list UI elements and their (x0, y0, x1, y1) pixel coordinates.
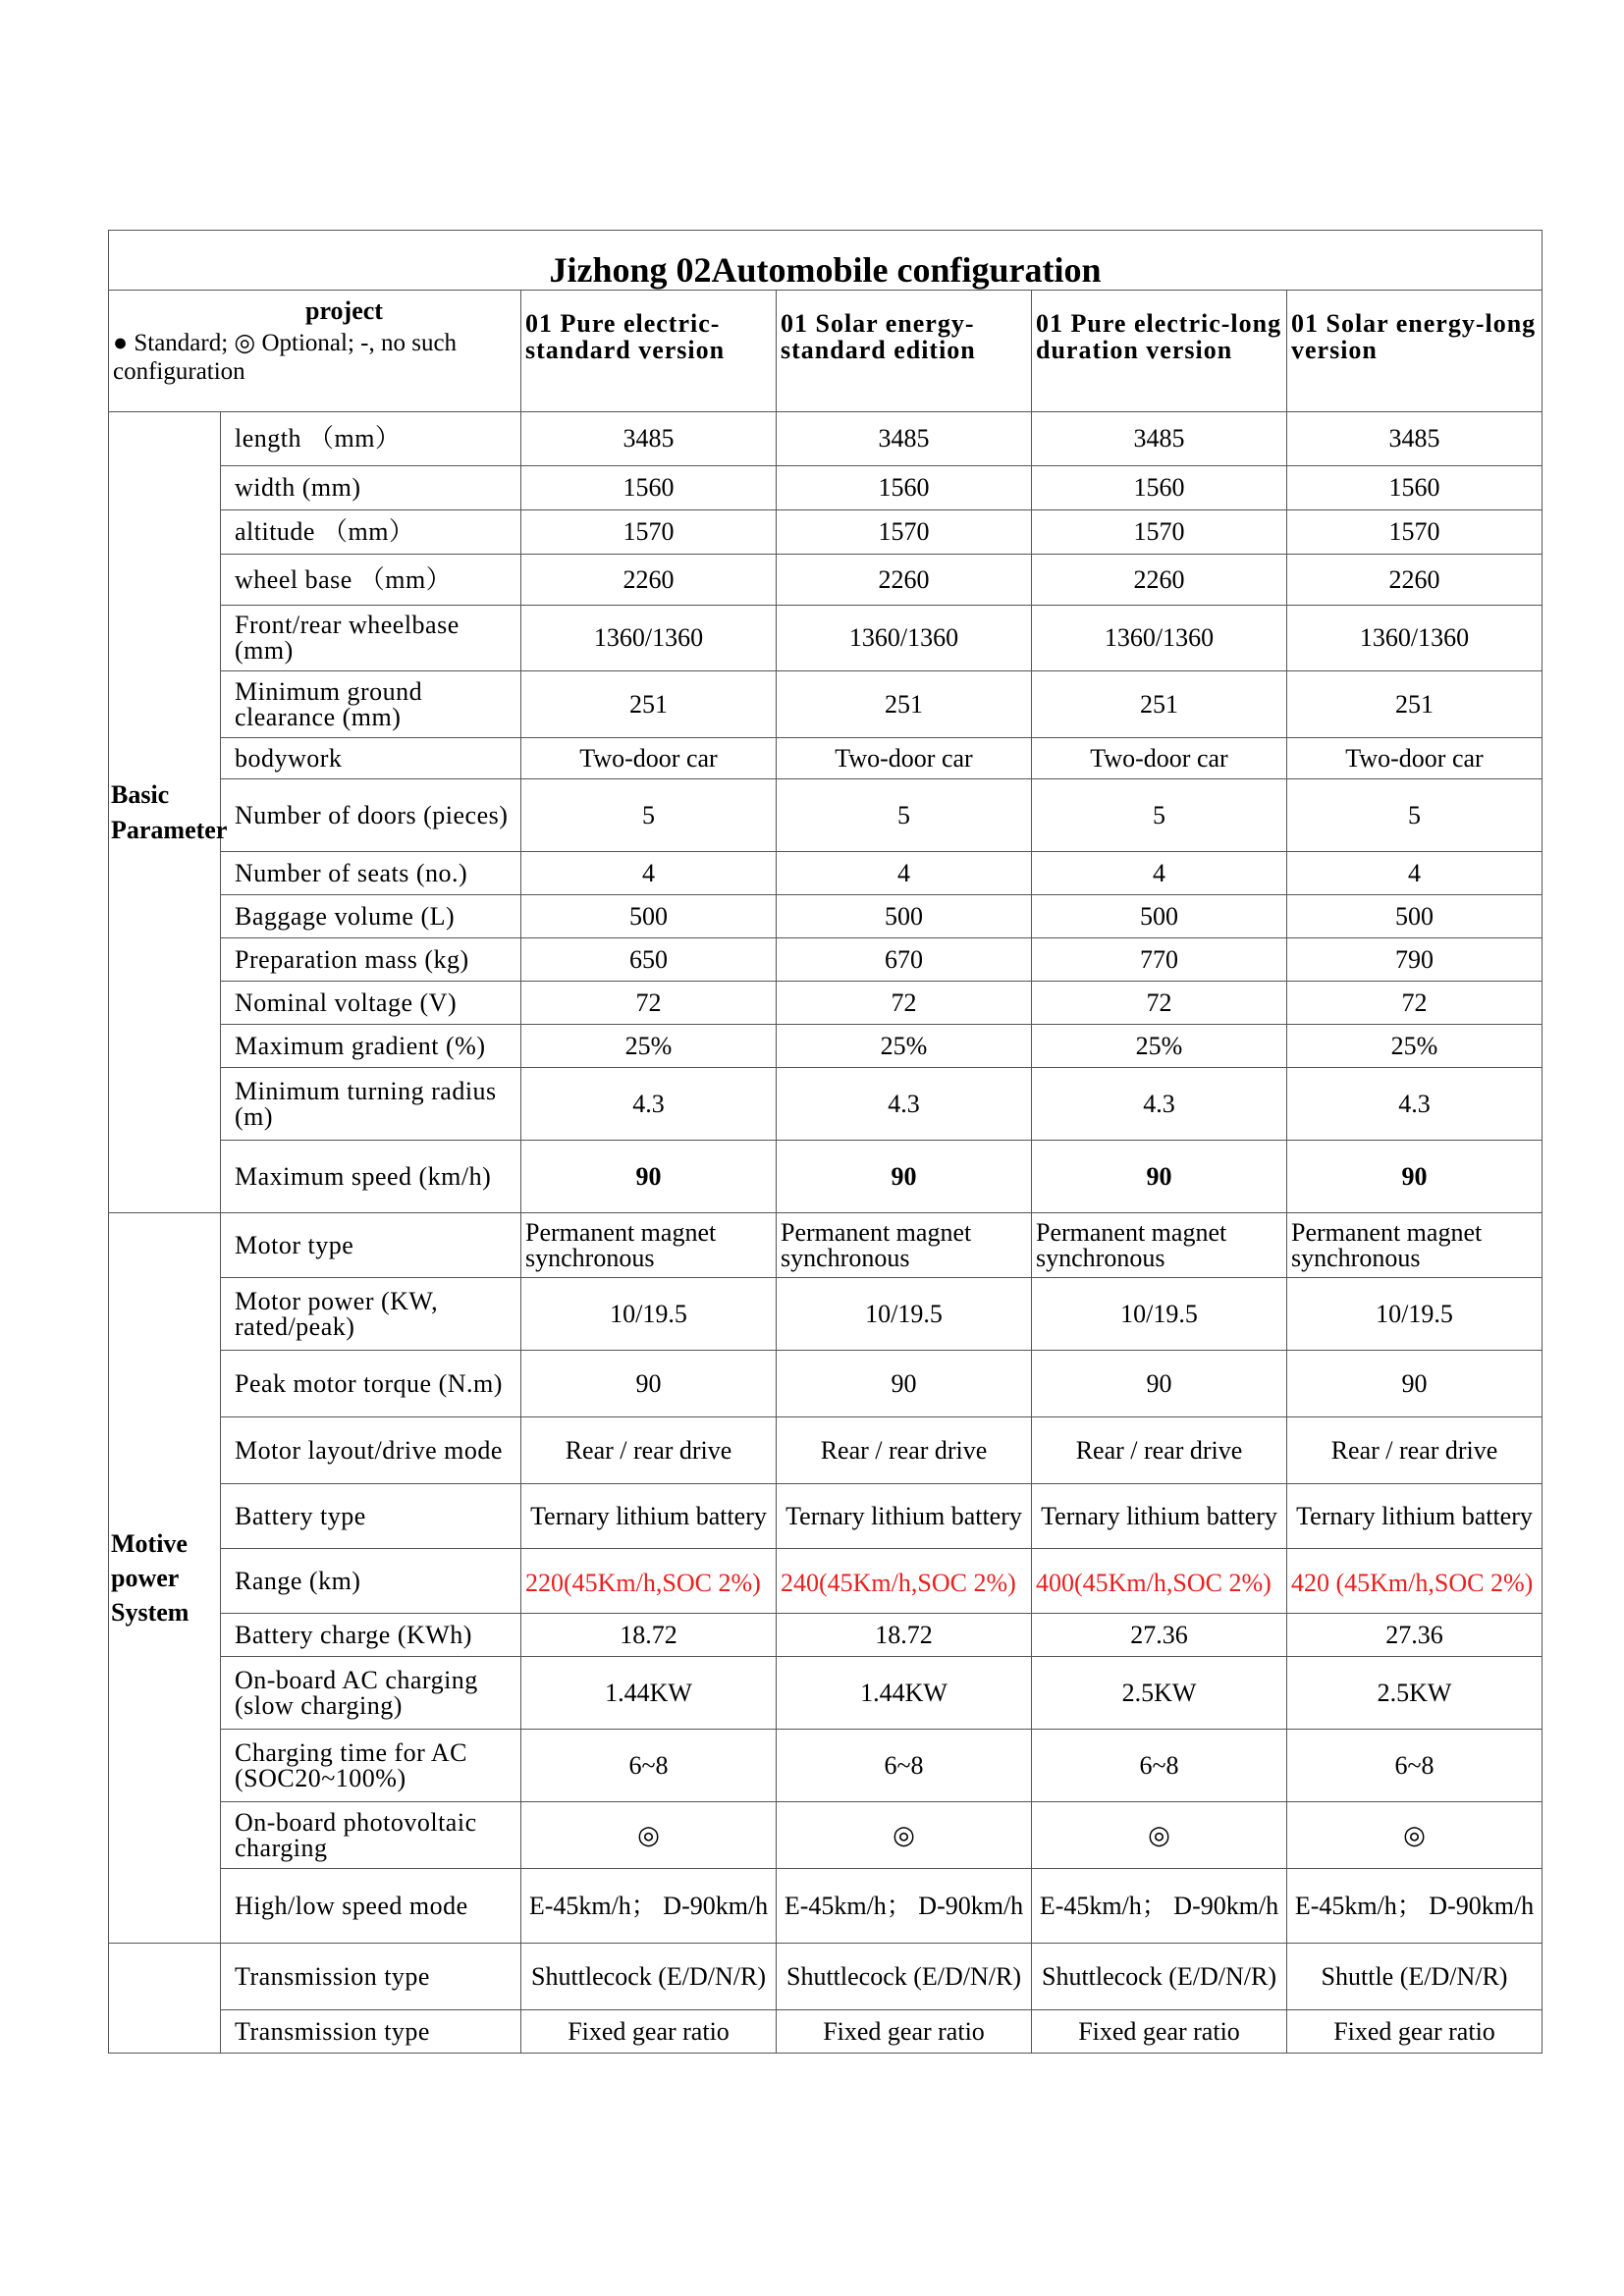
value-cell: Ternary lithium battery (777, 1484, 1032, 1549)
table-row (109, 938, 1543, 982)
value-cell: 251 (1287, 671, 1543, 738)
value-cell: 3485 (1287, 412, 1543, 466)
value-cell: 2.5KW (1287, 1657, 1543, 1730)
table-row (109, 1802, 1543, 1869)
table-row (109, 1730, 1543, 1802)
value-cell: 1560 (1032, 466, 1287, 510)
table-row (109, 466, 1543, 510)
value-cell: 251 (777, 671, 1032, 738)
table-row (109, 555, 1543, 606)
value-cell: 251 (521, 671, 777, 738)
parameter-label: altitude （mm） (221, 510, 521, 555)
value-cell: Rear / rear drive (1032, 1417, 1287, 1484)
value-cell: 6~8 (1287, 1730, 1543, 1802)
value-cell: 90 (521, 1351, 777, 1417)
value-cell: Fixed gear ratio (1287, 2010, 1543, 2054)
parameter-label: Motor layout/drive mode (221, 1417, 521, 1484)
group-label: Motive power System (109, 1213, 221, 1944)
value-cell: 27.36 (1287, 1614, 1543, 1657)
value-cell: Ternary lithium battery (1287, 1484, 1543, 1549)
value-cell: 1560 (521, 466, 777, 510)
value-cell: Permanent magnet synchronous (1287, 1213, 1543, 1278)
parameter-label: Minimum ground clearance (mm) (221, 671, 521, 738)
value-cell: E-45km/h； D-90km/h (1287, 1869, 1543, 1944)
table-row (109, 1213, 1543, 1278)
value-cell: 25% (777, 1025, 1032, 1068)
value-cell: Two-door car (521, 738, 777, 779)
value-cell: 10/19.5 (1032, 1278, 1287, 1351)
table-row (109, 1025, 1543, 1068)
table-row (109, 852, 1543, 895)
parameter-label: bodywork (221, 738, 521, 779)
value-cell: 770 (1032, 938, 1287, 982)
table-row (109, 412, 1543, 466)
table-row (109, 1549, 1543, 1614)
value-cell: 1570 (521, 510, 777, 555)
configuration-table (108, 230, 1543, 2054)
value-cell: 251 (1032, 671, 1287, 738)
project-label: project (305, 296, 383, 325)
value-cell: 90 (777, 1351, 1032, 1417)
parameter-label: Transmission type (221, 2010, 521, 2054)
project-header-cell (109, 291, 521, 412)
value-cell: 670 (777, 938, 1032, 982)
parameter-label: Motor type (221, 1213, 521, 1278)
value-cell: ◎ (1287, 1802, 1543, 1869)
value-cell: 72 (1287, 982, 1543, 1025)
value-cell: 5 (1287, 779, 1543, 852)
value-cell: Two-door car (1032, 738, 1287, 779)
value-cell: 6~8 (521, 1730, 777, 1802)
value-cell: 90 (777, 1141, 1032, 1213)
value-cell: 1570 (1287, 510, 1543, 555)
column-header: 01 Solar energy-long version (1287, 291, 1543, 412)
parameter-label: Preparation mass (kg) (221, 938, 521, 982)
value-cell: 1360/1360 (1032, 606, 1287, 671)
table-row (109, 1417, 1543, 1484)
parameter-label: Battery charge (KWh) (221, 1614, 521, 1657)
value-cell: 4.3 (777, 1068, 1032, 1141)
table-row (109, 779, 1543, 852)
value-cell: ◎ (521, 1802, 777, 1869)
parameter-label: Peak motor torque (N.m) (221, 1351, 521, 1417)
value-cell: 25% (521, 1025, 777, 1068)
value-cell: Shuttlecock (E/D/N/R) (777, 1944, 1032, 2010)
value-cell: 220(45Km/h,SOC 2%) (521, 1549, 777, 1614)
value-cell: Fixed gear ratio (1032, 2010, 1287, 2054)
table-row (109, 1141, 1543, 1213)
value-cell: 1360/1360 (521, 606, 777, 671)
parameter-label: length （mm） (221, 412, 521, 466)
column-header: 01 Pure electric-standard version (521, 291, 777, 412)
value-cell: 4 (1287, 852, 1543, 895)
value-cell: 72 (521, 982, 777, 1025)
value-cell: Two-door car (777, 738, 1032, 779)
value-cell: 10/19.5 (521, 1278, 777, 1351)
table-row (109, 1068, 1543, 1141)
value-cell: 4.3 (1287, 1068, 1543, 1141)
value-cell: 10/19.5 (1287, 1278, 1543, 1351)
value-cell: Permanent magnet synchronous (777, 1213, 1032, 1278)
value-cell: 1.44KW (777, 1657, 1032, 1730)
value-cell: 1560 (1287, 466, 1543, 510)
value-cell: 500 (1032, 895, 1287, 938)
table-row (109, 1657, 1543, 1730)
value-cell: 72 (1032, 982, 1287, 1025)
value-cell: 90 (1287, 1351, 1543, 1417)
value-cell: 5 (521, 779, 777, 852)
parameter-label: wheel base （mm） (221, 555, 521, 606)
value-cell: 1360/1360 (777, 606, 1032, 671)
value-cell: 240(45Km/h,SOC 2%) (777, 1549, 1032, 1614)
table-row (109, 1869, 1543, 1944)
parameter-label: Charging time for AC (SOC20~100%) (221, 1730, 521, 1802)
table-row (109, 738, 1543, 779)
value-cell: Ternary lithium battery (1032, 1484, 1287, 1549)
value-cell: 6~8 (1032, 1730, 1287, 1802)
value-cell: 1.44KW (521, 1657, 777, 1730)
value-cell: 72 (777, 982, 1032, 1025)
value-cell: 3485 (521, 412, 777, 466)
value-cell: 18.72 (521, 1614, 777, 1657)
value-cell: 790 (1287, 938, 1543, 982)
value-cell: 25% (1287, 1025, 1543, 1068)
value-cell: 4.3 (1032, 1068, 1287, 1141)
value-cell: Fixed gear ratio (521, 2010, 777, 2054)
parameter-label: Battery type (221, 1484, 521, 1549)
document-title: Jizhong 02Automobile configuration (109, 231, 1543, 291)
parameter-label: Minimum turning radius (m) (221, 1068, 521, 1141)
value-cell: Permanent magnet synchronous (521, 1213, 777, 1278)
table-row (109, 606, 1543, 671)
value-cell: 90 (1032, 1141, 1287, 1213)
value-cell: E-45km/h； D-90km/h (1032, 1869, 1287, 1944)
value-cell: Shuttlecock (E/D/N/R) (1032, 1944, 1287, 2010)
value-cell: 6~8 (777, 1730, 1032, 1802)
parameter-label: Front/rear wheelbase (mm) (221, 606, 521, 671)
table-row (109, 510, 1543, 555)
value-cell: 2260 (521, 555, 777, 606)
value-cell: 1570 (1032, 510, 1287, 555)
value-cell: E-45km/h； D-90km/h (521, 1869, 777, 1944)
value-cell: 500 (1287, 895, 1543, 938)
value-cell: Two-door car (1287, 738, 1543, 779)
table-row (109, 2010, 1543, 2054)
table-row (109, 1944, 1543, 2010)
value-cell: 1360/1360 (1287, 606, 1543, 671)
value-cell: Shuttlecock (E/D/N/R) (521, 1944, 777, 2010)
header-row (109, 291, 1543, 412)
value-cell: 5 (777, 779, 1032, 852)
column-header: 01 Solar energy-standard edition (777, 291, 1032, 412)
value-cell: 500 (777, 895, 1032, 938)
value-cell: 2260 (1287, 555, 1543, 606)
parameter-label: On-board AC charging (slow charging) (221, 1657, 521, 1730)
group-label (109, 1944, 221, 2054)
value-cell: 5 (1032, 779, 1287, 852)
value-cell: 25% (1032, 1025, 1287, 1068)
value-cell: 3485 (777, 412, 1032, 466)
value-cell: 2.5KW (1032, 1657, 1287, 1730)
parameter-label: Baggage volume (L) (221, 895, 521, 938)
value-cell: Rear / rear drive (521, 1417, 777, 1484)
value-cell: Shuttle (E/D/N/R) (1287, 1944, 1543, 2010)
value-cell: 4 (1032, 852, 1287, 895)
value-cell: 420 (45Km/h,SOC 2%) (1287, 1549, 1543, 1614)
parameter-label: width (mm) (221, 466, 521, 510)
parameter-label: Transmission type (221, 1944, 521, 2010)
value-cell: ◎ (777, 1802, 1032, 1869)
parameter-label: Motor power (KW, rated/peak) (221, 1278, 521, 1351)
value-cell: 4 (777, 852, 1032, 895)
value-cell: ◎ (1032, 1802, 1287, 1869)
value-cell: Rear / rear drive (777, 1417, 1032, 1484)
value-cell: Ternary lithium battery (521, 1484, 777, 1549)
value-cell: 400(45Km/h,SOC 2%) (1032, 1549, 1287, 1614)
value-cell: 10/19.5 (777, 1278, 1032, 1351)
table-row (109, 982, 1543, 1025)
value-cell: 2260 (1032, 555, 1287, 606)
value-cell: E-45km/h； D-90km/h (777, 1869, 1032, 1944)
parameter-label: High/low speed mode (221, 1869, 521, 1944)
value-cell: 2260 (777, 555, 1032, 606)
table-row (109, 895, 1543, 938)
parameter-label: Number of seats (no.) (221, 852, 521, 895)
table-row (109, 671, 1543, 738)
value-cell: 18.72 (777, 1614, 1032, 1657)
value-cell: 4 (521, 852, 777, 895)
value-cell: 1560 (777, 466, 1032, 510)
parameter-label: On-board photovoltaic charging (221, 1802, 521, 1869)
column-header: 01 Pure electric-long duration version (1032, 291, 1287, 412)
parameter-label: Maximum gradient (%) (221, 1025, 521, 1068)
value-cell: Rear / rear drive (1287, 1417, 1543, 1484)
parameter-label: Range (km) (221, 1549, 521, 1614)
parameter-label: Maximum speed (km/h) (221, 1141, 521, 1213)
group-label: Basic Parameter (109, 412, 221, 1213)
title-row (109, 231, 1543, 291)
table-row (109, 1614, 1543, 1657)
value-cell: Permanent magnet synchronous (1032, 1213, 1287, 1278)
parameter-label: Number of doors (pieces) (221, 779, 521, 852)
value-cell: 90 (521, 1141, 777, 1213)
value-cell: 90 (1287, 1141, 1543, 1213)
value-cell: Fixed gear ratio (777, 2010, 1032, 2054)
value-cell: 3485 (1032, 412, 1287, 466)
value-cell: 1570 (777, 510, 1032, 555)
legend-text: ● Standard; ◎ Optional; -, no such configuration (113, 330, 458, 385)
value-cell: 500 (521, 895, 777, 938)
table-row (109, 1484, 1543, 1549)
table-row (109, 1278, 1543, 1351)
value-cell: 650 (521, 938, 777, 982)
parameter-label: Nominal voltage (V) (221, 982, 521, 1025)
table-row (109, 1351, 1543, 1417)
value-cell: 4.3 (521, 1068, 777, 1141)
value-cell: 27.36 (1032, 1614, 1287, 1657)
value-cell: 90 (1032, 1351, 1287, 1417)
